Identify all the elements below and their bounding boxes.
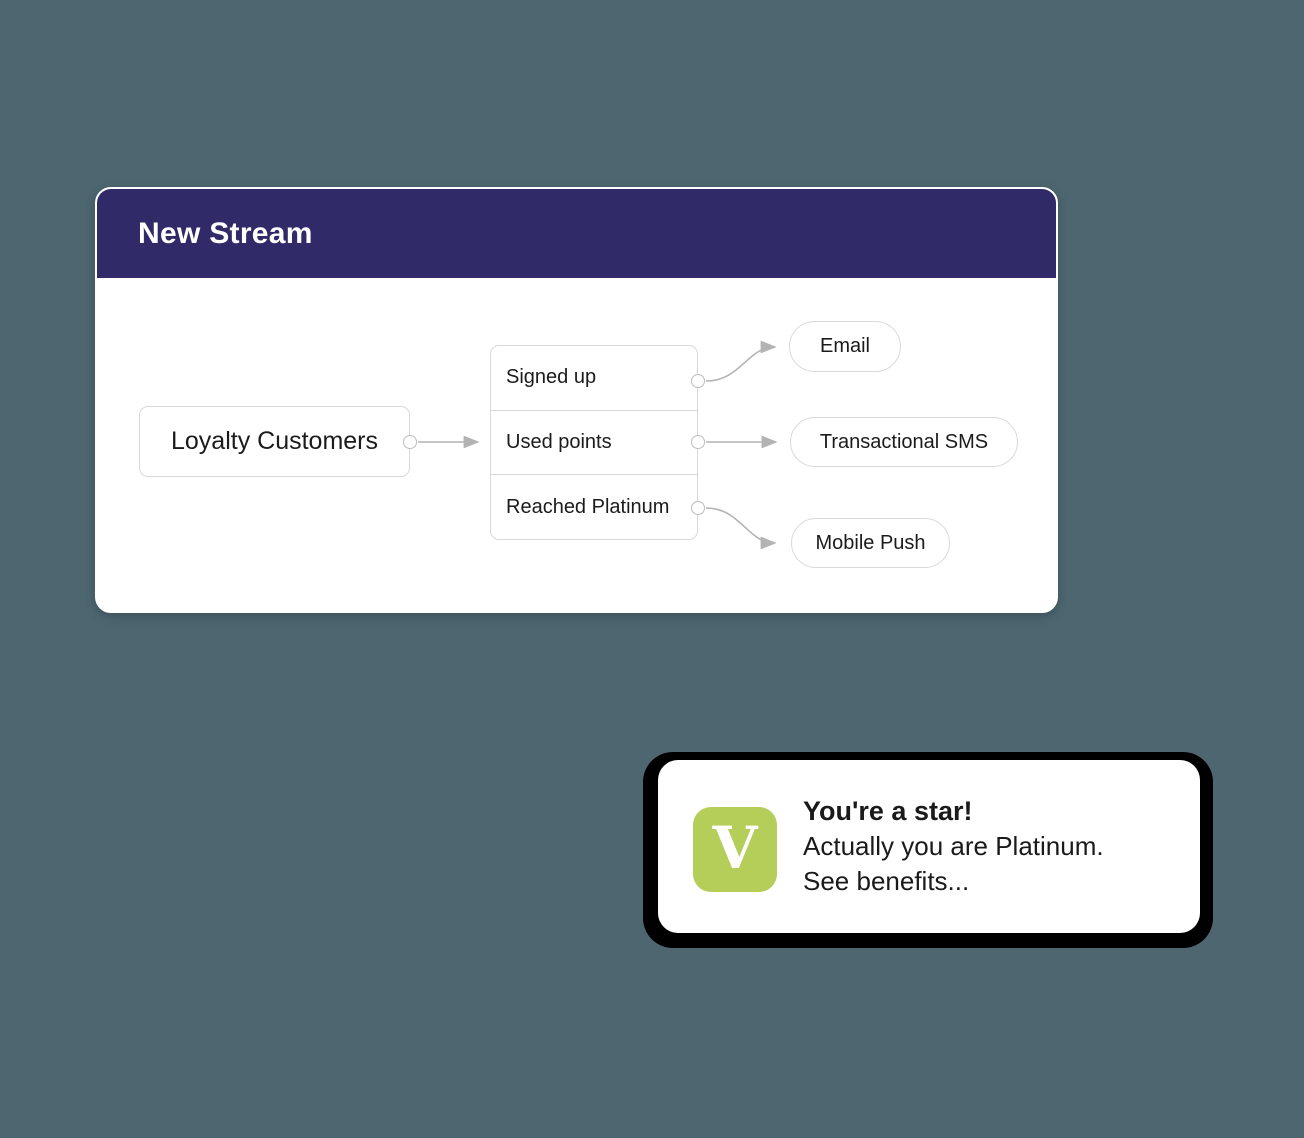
channel-pill-transactional-sms[interactable]	[790, 417, 1018, 467]
events-node	[490, 345, 698, 540]
source-node-loyalty-customers[interactable]	[139, 406, 410, 477]
port-event-used-points[interactable]	[691, 435, 705, 449]
notification-title: You're a star!	[803, 796, 973, 826]
channel-pill-email[interactable]	[789, 321, 901, 372]
notification-outline	[643, 752, 1213, 948]
channel-label: Email	[819, 335, 870, 357]
notification-body-line-1: Actually you are Platinum.	[803, 831, 1104, 861]
port-source-output[interactable]	[403, 435, 417, 449]
event-row-reached-platinum[interactable]	[491, 475, 697, 539]
event-label: Used points	[506, 431, 612, 453]
notification-text	[803, 793, 1104, 899]
channel-pill-mobile-push[interactable]	[791, 518, 950, 568]
event-label: Reached Platinum	[506, 495, 670, 518]
connector-platinum-to-push	[706, 508, 775, 543]
port-event-signed-up[interactable]	[691, 374, 705, 388]
app-icon	[693, 807, 777, 892]
app-icon-letter: V	[712, 813, 758, 882]
port-event-reached-platinum[interactable]	[691, 501, 705, 515]
event-row-used-points[interactable]	[491, 411, 697, 476]
stream-canvas	[97, 189, 1056, 611]
stream-builder-card	[95, 187, 1058, 613]
push-notification-card[interactable]	[658, 760, 1200, 933]
event-row-signed-up[interactable]	[491, 346, 697, 411]
channel-label: Transactional SMS	[819, 430, 989, 453]
event-label: Signed up	[506, 366, 597, 389]
notification-body-line-2: See benefits...	[803, 866, 970, 896]
channel-label: Mobile Push	[815, 531, 926, 554]
stream-title: New Stream	[138, 216, 313, 250]
source-node-label: Loyalty Customers	[170, 427, 379, 455]
connector-signedup-to-email	[706, 347, 775, 381]
